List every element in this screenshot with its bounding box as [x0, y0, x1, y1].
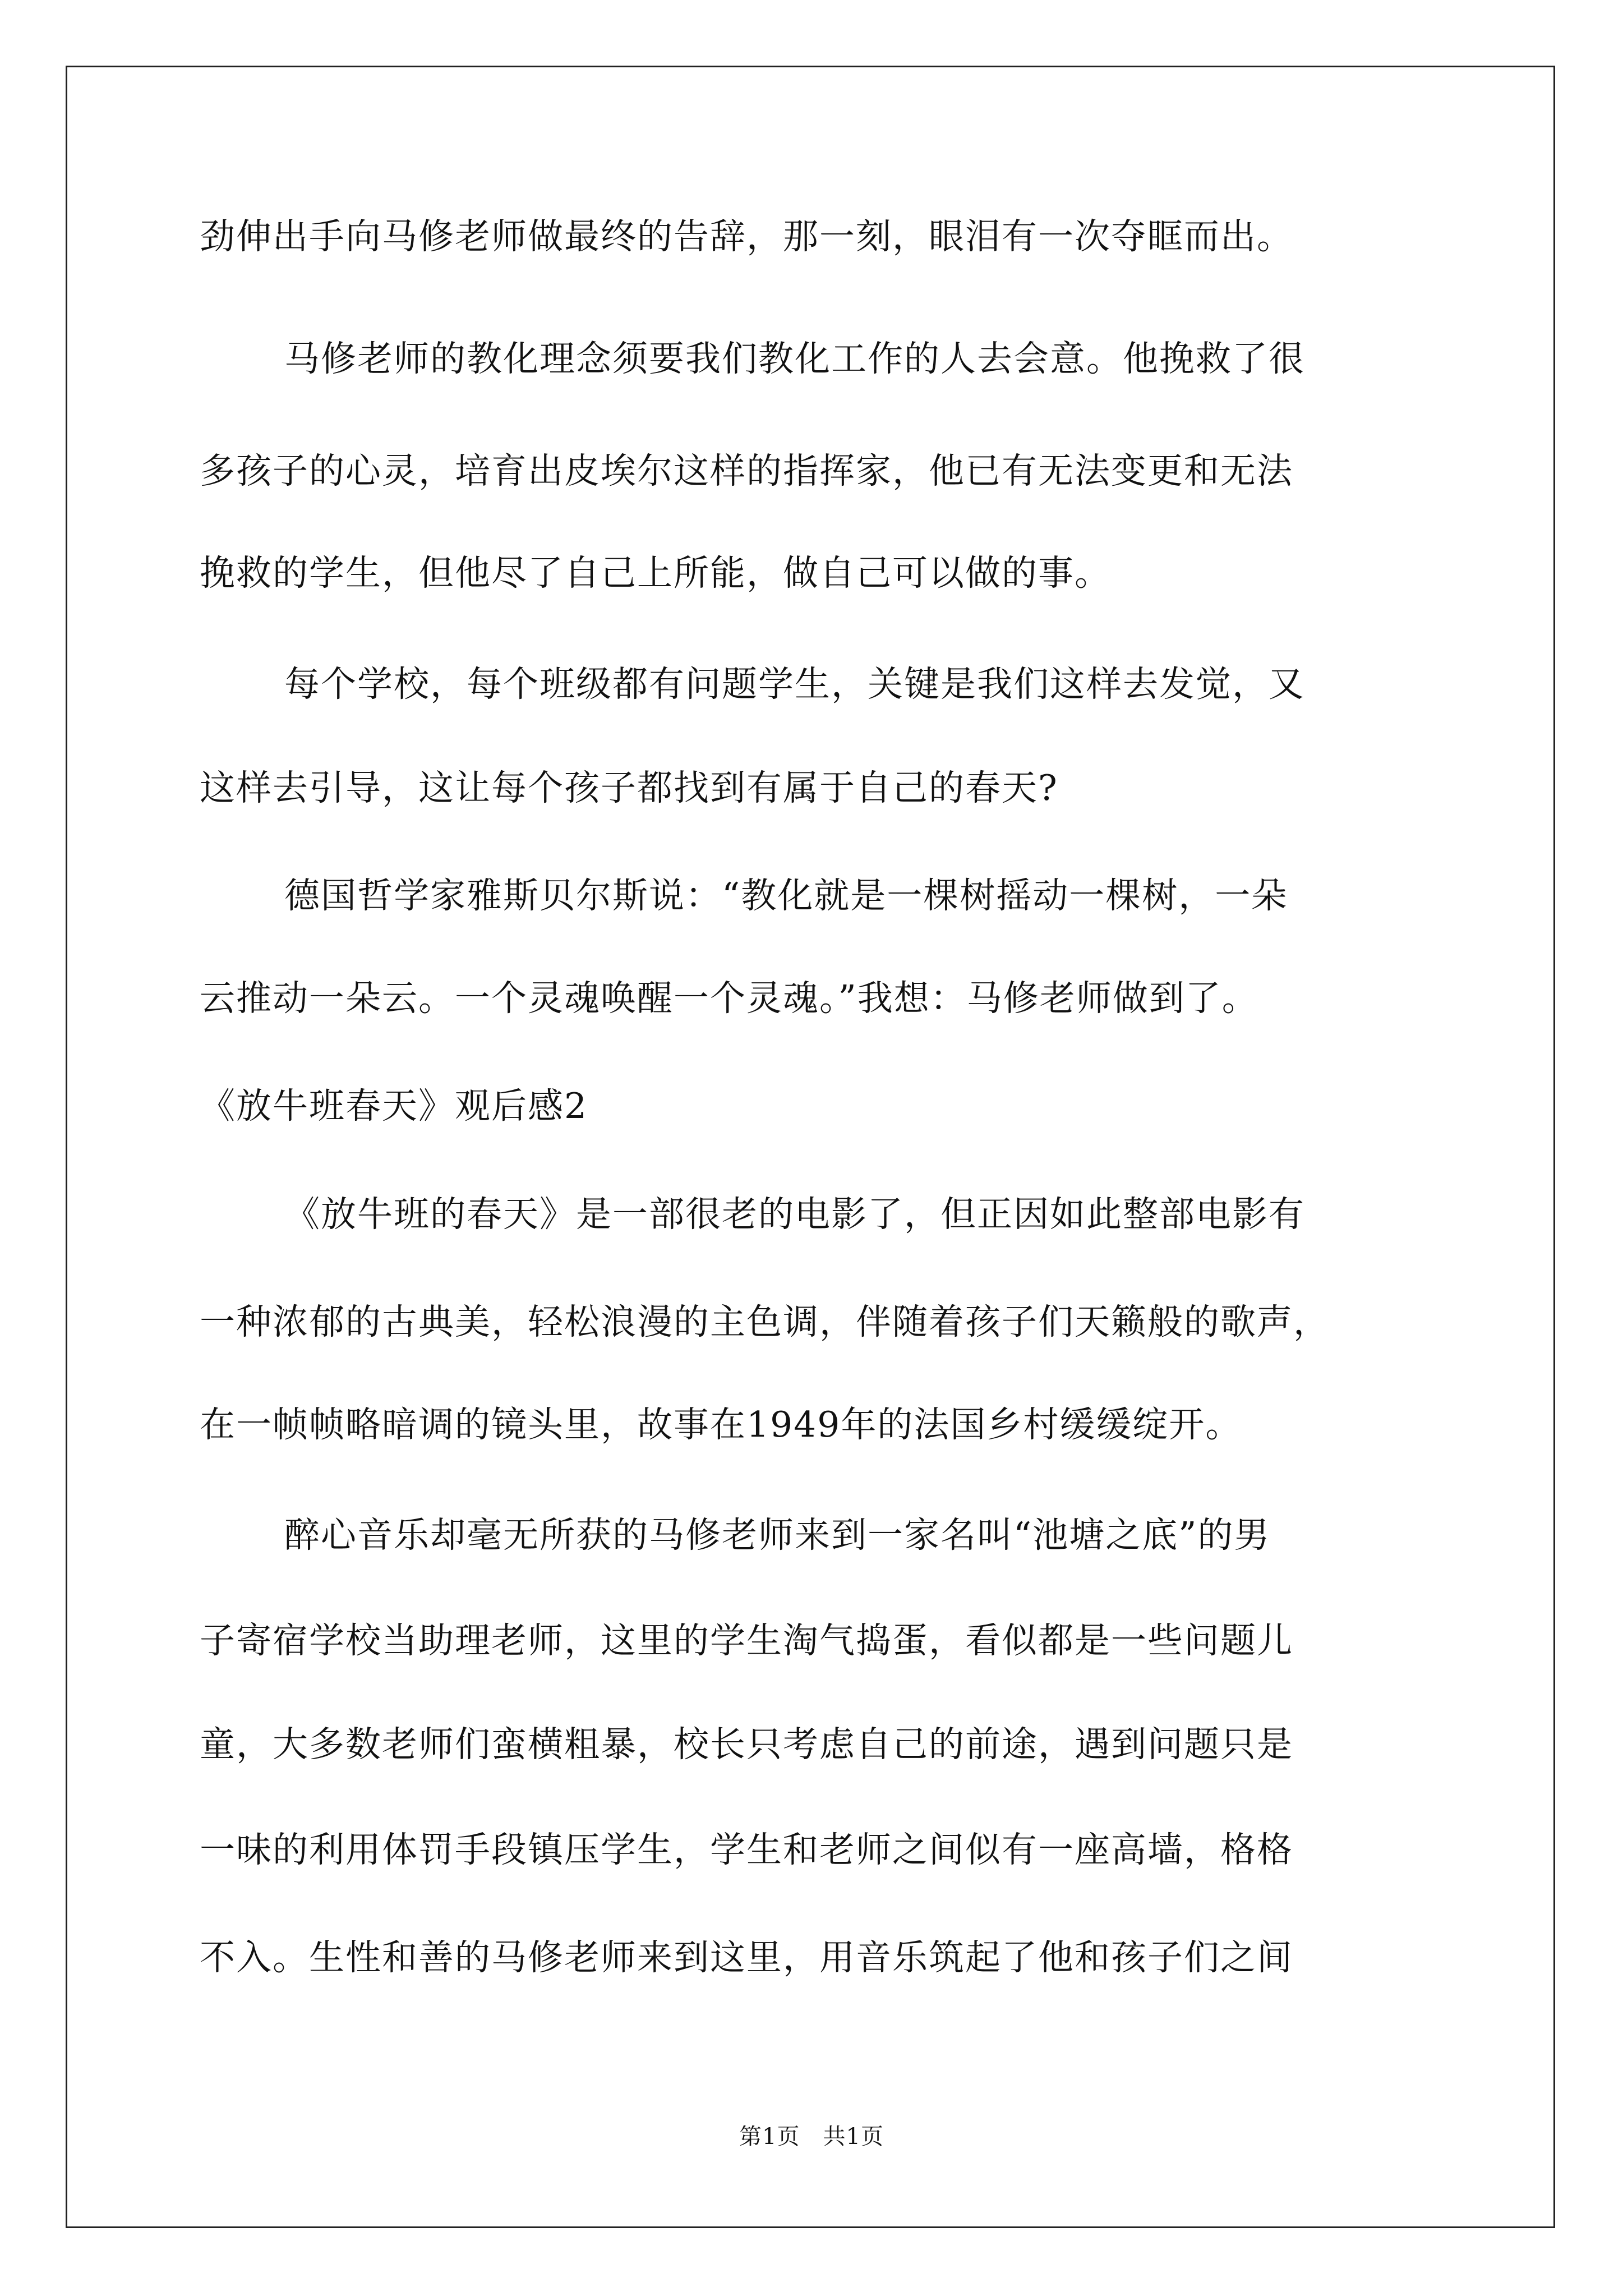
text-line: 多孩子的心灵，培育出皮埃尔这样的指挥家，他已有无法变更和无法 [200, 450, 1293, 491]
paragraph-start-line: 德国哲学家雅斯贝尔斯说：“教化就是一棵树摇动一棵树，一朵 [284, 875, 1288, 916]
paragraph-start-line: 醉心音乐却毫无所获的马修老师来到一家名叫“池塘之底”的男 [284, 1515, 1271, 1556]
text-line: 这样去引导，这让每个孩子都找到有属于自己的春天? [200, 767, 1058, 808]
text-line: 子寄宿学校当助理老师，这里的学生淘气捣蛋，看似都是一些问题儿 [200, 1620, 1293, 1661]
text-line: 不入。生性和善的马修老师来到这里，用音乐筑起了他和孩子们之间 [200, 1937, 1293, 1978]
page-number-footer: 第1页 共1页 [739, 2124, 884, 2150]
page-border [66, 66, 1555, 2228]
text-line: 一种浓郁的古典美，轻松浪漫的主色调，伴随着孩子们天籁般的歌声， [200, 1301, 1330, 1342]
section-heading: 《放牛班春天》观后感2 [200, 1085, 588, 1126]
text-line: 在一帧帧略暗调的镜头里，故事在1949年的法国乡村缓缓绽开。 [200, 1404, 1242, 1445]
paragraph-start-line: 《放牛班的春天》是一部很老的电影了，但正因如此整部电影有 [284, 1194, 1305, 1235]
text-line: 云推动一朵云。一个灵魂唤醒一个灵魂。”我想：马修老师做到了。 [200, 978, 1258, 1019]
text-line: 劲伸出手向马修老师做最终的告辞，那一刻，眼泪有一次夺眶而出。 [200, 216, 1293, 257]
paragraph-start-line: 马修老师的教化理念须要我们教化工作的人去会意。他挽救了很 [284, 338, 1305, 379]
text-line: 挽救的学生，但他尽了自己上所能，做自己可以做的事。 [200, 553, 1111, 593]
text-line: 一味的利用体罚手段镇压学生，学生和老师之间似有一座高墙，格格 [200, 1829, 1293, 1870]
paragraph-start-line: 每个学校，每个班级都有问题学生，关键是我们这样去发觉，又 [284, 664, 1305, 705]
text-line: 童，大多数老师们蛮横粗暴，校长只考虑自己的前途，遇到问题只是 [200, 1724, 1293, 1765]
